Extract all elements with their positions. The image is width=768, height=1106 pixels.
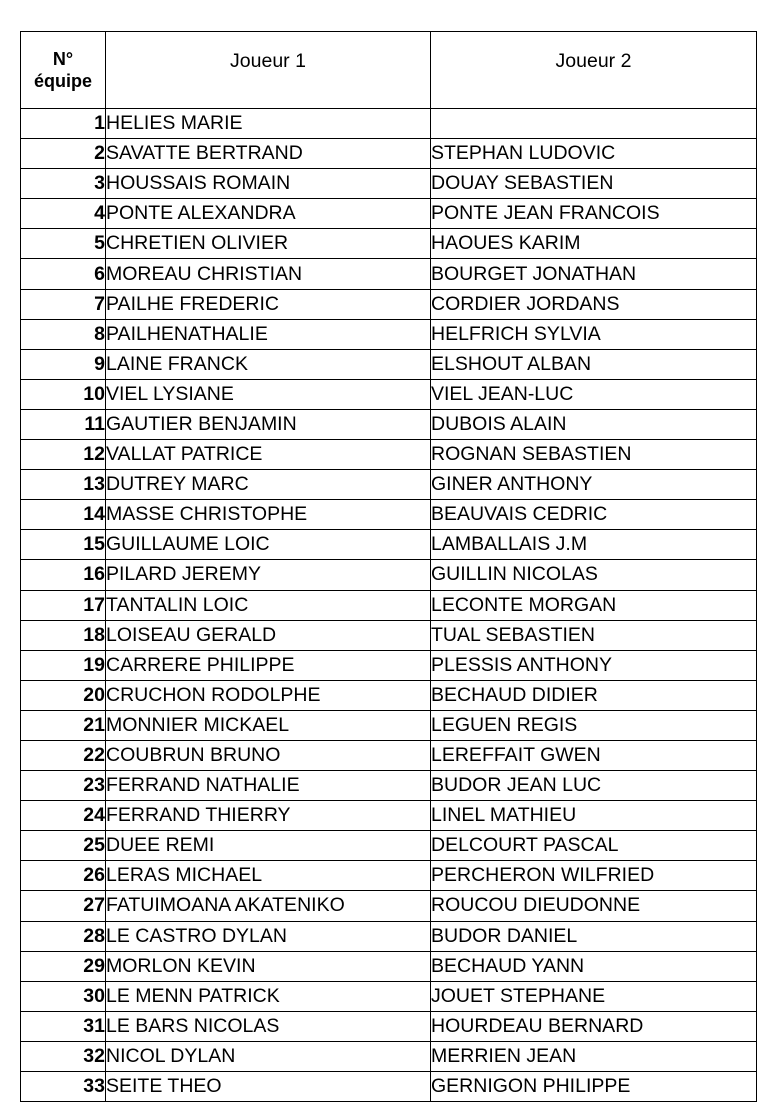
player2-cell: LEREFFAIT GWEN bbox=[431, 740, 757, 770]
player1-cell: PAILHE FREDERIC bbox=[106, 289, 431, 319]
player2-cell: PLESSIS ANTHONY bbox=[431, 650, 757, 680]
player2-cell: ROGNAN SEBASTIEN bbox=[431, 440, 757, 470]
player1-cell: GAUTIER BENJAMIN bbox=[106, 409, 431, 439]
player1-cell: LAINE FRANCK bbox=[106, 349, 431, 379]
table-row bbox=[21, 229, 757, 259]
team-number-cell: 17 bbox=[21, 590, 106, 620]
team-number-cell: 18 bbox=[21, 620, 106, 650]
table-row bbox=[21, 620, 757, 650]
team-number-cell: 8 bbox=[21, 319, 106, 349]
player1-cell: SEITE THEO bbox=[106, 1072, 431, 1102]
table-row bbox=[21, 1041, 757, 1071]
player2-cell: BECHAUD DIDIER bbox=[431, 680, 757, 710]
player2-cell bbox=[431, 109, 757, 139]
team-number-cell: 20 bbox=[21, 680, 106, 710]
player2-cell: PONTE JEAN FRANCOIS bbox=[431, 199, 757, 229]
player1-cell: SAVATTE BERTRAND bbox=[106, 139, 431, 169]
table-row bbox=[21, 831, 757, 861]
player2-cell: STEPHAN LUDOVIC bbox=[431, 139, 757, 169]
player1-cell: VIEL LYSIANE bbox=[106, 379, 431, 409]
player1-cell: MOREAU CHRISTIAN bbox=[106, 259, 431, 289]
player1-cell: FERRAND NATHALIE bbox=[106, 771, 431, 801]
table-row bbox=[21, 710, 757, 740]
team-number-cell: 1 bbox=[21, 109, 106, 139]
team-number-cell: 23 bbox=[21, 771, 106, 801]
team-number-cell: 22 bbox=[21, 740, 106, 770]
player1-cell: MORLON KEVIN bbox=[106, 951, 431, 981]
table-row bbox=[21, 349, 757, 379]
table-row bbox=[21, 109, 757, 139]
player2-cell: BEAUVAIS CEDRIC bbox=[431, 500, 757, 530]
team-number-cell: 30 bbox=[21, 981, 106, 1011]
team-number-cell: 4 bbox=[21, 199, 106, 229]
player2-cell: TUAL SEBASTIEN bbox=[431, 620, 757, 650]
table-row bbox=[21, 981, 757, 1011]
team-number-cell: 9 bbox=[21, 349, 106, 379]
player2-cell: LEGUEN REGIS bbox=[431, 710, 757, 740]
table-row bbox=[21, 1011, 757, 1041]
table-row bbox=[21, 951, 757, 981]
team-number-cell: 32 bbox=[21, 1041, 106, 1071]
team-number-cell: 21 bbox=[21, 710, 106, 740]
table-row bbox=[21, 680, 757, 710]
team-number-cell: 14 bbox=[21, 500, 106, 530]
table-row bbox=[21, 861, 757, 891]
player2-cell: HAOUES KARIM bbox=[431, 229, 757, 259]
team-number-cell: 3 bbox=[21, 169, 106, 199]
player2-cell: HOURDEAU BERNARD bbox=[431, 1011, 757, 1041]
player2-cell: ROUCOU DIEUDONNE bbox=[431, 891, 757, 921]
team-number-cell: 27 bbox=[21, 891, 106, 921]
table-row bbox=[21, 590, 757, 620]
player2-cell: VIEL JEAN-LUC bbox=[431, 379, 757, 409]
player1-cell: TANTALIN LOIC bbox=[106, 590, 431, 620]
player1-cell: LE BARS NICOLAS bbox=[106, 1011, 431, 1041]
table-row bbox=[21, 1072, 757, 1102]
player1-cell: LE MENN PATRICK bbox=[106, 981, 431, 1011]
team-number-cell: 11 bbox=[21, 409, 106, 439]
player1-cell: FERRAND THIERRY bbox=[106, 801, 431, 831]
player2-cell: LAMBALLAIS J.M bbox=[431, 530, 757, 560]
table-row bbox=[21, 921, 757, 951]
player1-cell: GUILLAUME LOIC bbox=[106, 530, 431, 560]
table-row bbox=[21, 440, 757, 470]
player1-cell: HOUSSAIS ROMAIN bbox=[106, 169, 431, 199]
team-number-cell: 7 bbox=[21, 289, 106, 319]
team-number-cell: 12 bbox=[21, 440, 106, 470]
table-row bbox=[21, 379, 757, 409]
team-number-cell: 26 bbox=[21, 861, 106, 891]
team-number-header bbox=[21, 32, 106, 109]
player2-cell: MERRIEN JEAN bbox=[431, 1041, 757, 1071]
table-row bbox=[21, 650, 757, 680]
team-number-cell: 2 bbox=[21, 139, 106, 169]
table-row bbox=[21, 500, 757, 530]
table-row bbox=[21, 891, 757, 921]
table-row bbox=[21, 259, 757, 289]
player2-cell: GERNIGON PHILIPPE bbox=[431, 1072, 757, 1102]
player2-cell: DUBOIS ALAIN bbox=[431, 409, 757, 439]
player2-cell: LINEL MATHIEU bbox=[431, 801, 757, 831]
player2-cell: CORDIER JORDANS bbox=[431, 289, 757, 319]
player2-cell: BOURGET JONATHAN bbox=[431, 259, 757, 289]
player2-cell: HELFRICH SYLVIA bbox=[431, 319, 757, 349]
team-number-cell: 10 bbox=[21, 379, 106, 409]
player2-header: Joueur 2 bbox=[431, 32, 757, 109]
player1-cell: CRUCHON RODOLPHE bbox=[106, 680, 431, 710]
team-number-cell: 29 bbox=[21, 951, 106, 981]
table-row bbox=[21, 801, 757, 831]
player2-cell: LECONTE MORGAN bbox=[431, 590, 757, 620]
player1-cell: COUBRUN BRUNO bbox=[106, 740, 431, 770]
table-row bbox=[21, 289, 757, 319]
player2-cell: GINER ANTHONY bbox=[431, 470, 757, 500]
table-row bbox=[21, 530, 757, 560]
player1-cell: MASSE CHRISTOPHE bbox=[106, 500, 431, 530]
player2-cell: BUDOR DANIEL bbox=[431, 921, 757, 951]
team-number-cell: 24 bbox=[21, 801, 106, 831]
player1-cell: PONTE ALEXANDRA bbox=[106, 199, 431, 229]
player1-cell: LE CASTRO DYLAN bbox=[106, 921, 431, 951]
player2-cell: ELSHOUT ALBAN bbox=[431, 349, 757, 379]
table-header bbox=[21, 32, 757, 109]
table-row bbox=[21, 199, 757, 229]
player1-cell: DUTREY MARC bbox=[106, 470, 431, 500]
header-row bbox=[21, 32, 757, 109]
team-number-header-line2: équipe bbox=[33, 71, 92, 91]
table-row bbox=[21, 740, 757, 770]
team-number-cell: 16 bbox=[21, 560, 106, 590]
table-row bbox=[21, 319, 757, 349]
table-row bbox=[21, 169, 757, 199]
player1-cell: CARRERE PHILIPPE bbox=[106, 650, 431, 680]
player1-cell: PILARD JEREMY bbox=[106, 560, 431, 590]
team-number-cell: 6 bbox=[21, 259, 106, 289]
team-number-cell: 33 bbox=[21, 1072, 106, 1102]
player2-cell: GUILLIN NICOLAS bbox=[431, 560, 757, 590]
player2-cell: PERCHERON WILFRIED bbox=[431, 861, 757, 891]
player1-cell: PAILHENATHALIE bbox=[106, 319, 431, 349]
player2-cell: JOUET STEPHANE bbox=[431, 981, 757, 1011]
table-row bbox=[21, 771, 757, 801]
player2-cell: DELCOURT PASCAL bbox=[431, 831, 757, 861]
player1-cell: VALLAT PATRICE bbox=[106, 440, 431, 470]
team-number-header-line1: N° bbox=[52, 49, 74, 69]
table-row bbox=[21, 139, 757, 169]
table-body bbox=[21, 109, 757, 1102]
player2-cell: BECHAUD YANN bbox=[431, 951, 757, 981]
player1-cell: LERAS MICHAEL bbox=[106, 861, 431, 891]
team-number-cell: 5 bbox=[21, 229, 106, 259]
team-number-cell: 13 bbox=[21, 470, 106, 500]
team-number-cell: 31 bbox=[21, 1011, 106, 1041]
player1-cell: MONNIER MICKAEL bbox=[106, 710, 431, 740]
team-number-cell: 28 bbox=[21, 921, 106, 951]
player1-cell: FATUIMOANA AKATENIKO bbox=[106, 891, 431, 921]
team-number-cell: 15 bbox=[21, 530, 106, 560]
player1-cell: HELIES MARIE bbox=[106, 109, 431, 139]
team-number-cell: 25 bbox=[21, 831, 106, 861]
player1-cell: NICOL DYLAN bbox=[106, 1041, 431, 1071]
player1-header: Joueur 1 bbox=[106, 32, 431, 109]
player1-cell: DUEE REMI bbox=[106, 831, 431, 861]
teams-table bbox=[20, 31, 757, 1102]
table-row bbox=[21, 470, 757, 500]
table-row bbox=[21, 560, 757, 590]
player2-cell: DOUAY SEBASTIEN bbox=[431, 169, 757, 199]
table-row bbox=[21, 409, 757, 439]
player1-cell: LOISEAU GERALD bbox=[106, 620, 431, 650]
player1-cell: CHRETIEN OLIVIER bbox=[106, 229, 431, 259]
player2-cell: BUDOR JEAN LUC bbox=[431, 771, 757, 801]
team-number-cell: 19 bbox=[21, 650, 106, 680]
